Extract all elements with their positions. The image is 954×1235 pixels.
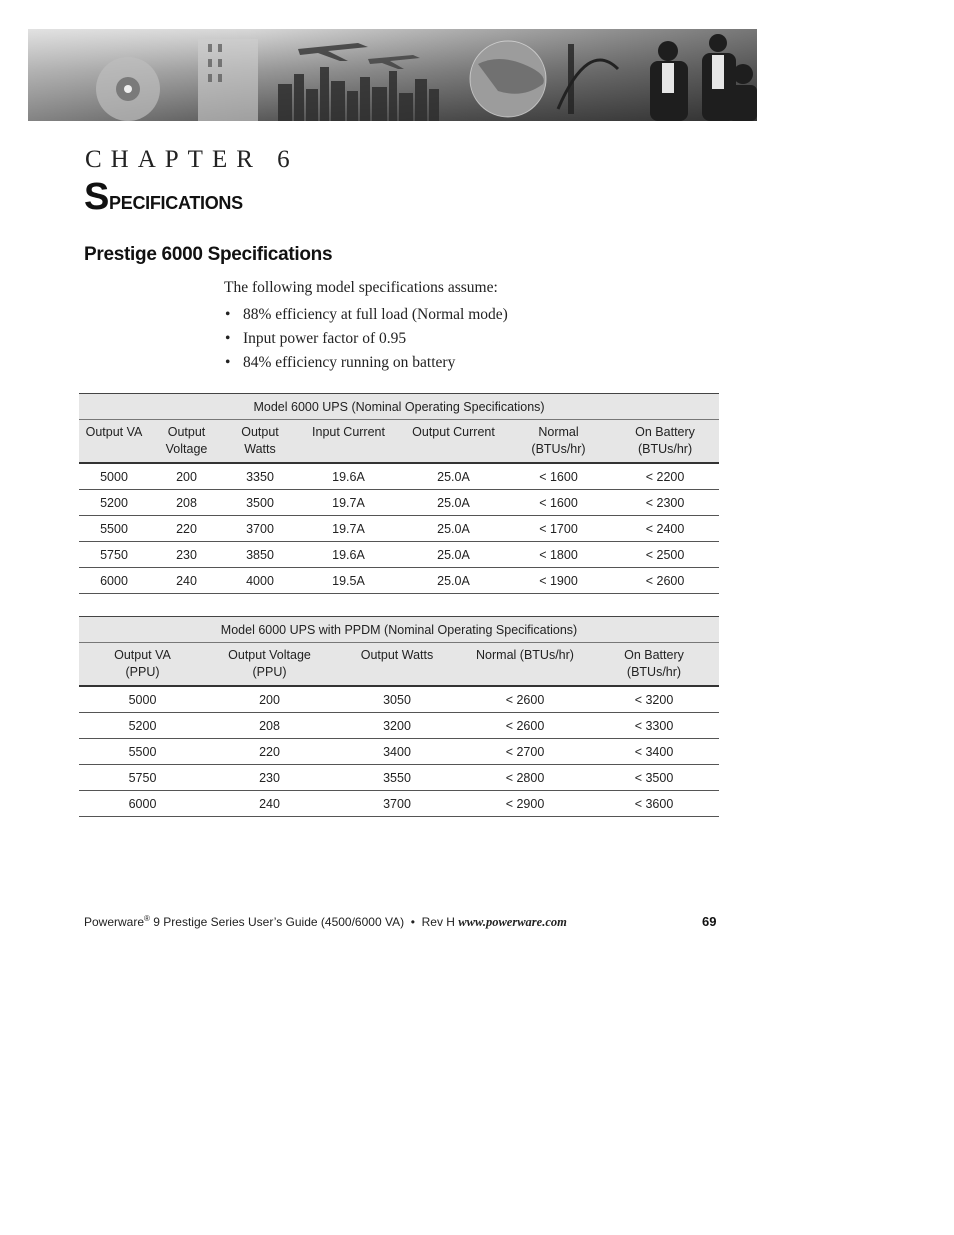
column-header: Output Watts [333,643,461,687]
cell: 19.6A [296,463,401,490]
cell: 19.7A [296,516,401,542]
cell: 200 [206,686,333,713]
table-row [79,542,719,568]
cell: 5000 [79,463,149,490]
cell: 25.0A [401,542,506,568]
header-banner-image [28,29,757,121]
table-row [79,791,719,817]
column-header: On Battery (BTUs/hr) [589,643,719,687]
cell: 200 [149,463,224,490]
table-row [79,713,719,739]
intro-text: The following model specifications assume: [224,279,498,296]
cell: 5750 [79,542,149,568]
cell: < 3400 [589,739,719,765]
cell: 5500 [79,739,206,765]
cell: 3350 [224,463,296,490]
section-title: Prestige 6000 Specifications [84,244,333,265]
cell: < 1600 [506,490,611,516]
column-header: Output Current [401,420,506,464]
cell: < 1600 [506,463,611,490]
cell: 4000 [224,568,296,594]
table-row [79,516,719,542]
cell: 19.7A [296,490,401,516]
column-header: Output VA (PPU) [79,643,206,687]
cell: 230 [149,542,224,568]
chapter-title-rest: pecifications [109,185,243,215]
table-caption: Model 6000 UPS (Nominal Operating Specifications) [79,394,719,420]
chapter-title [84,176,243,219]
cell: < 2800 [461,765,589,791]
column-header: Output Watts [224,420,296,464]
cell: < 3200 [589,686,719,713]
cell: 3200 [333,713,461,739]
cell: 3550 [333,765,461,791]
table-row [79,765,719,791]
cell: < 1700 [506,516,611,542]
page-footer [84,914,567,930]
footer-text: 9 Prestige Series User’s Guide (4500/6000 VA) • Rev H [149,915,459,929]
cell: < 3600 [589,791,719,817]
cell: 19.6A [296,542,401,568]
table-row [79,686,719,713]
cell: 220 [206,739,333,765]
spec-table-6000 [79,393,719,594]
cell: 3700 [333,791,461,817]
cell: < 2600 [611,568,719,594]
cell: 6000 [79,568,149,594]
chapter-label: CHAPTER 6 [85,146,299,173]
spec-table-6000-ppdm [79,616,719,817]
cell: < 2500 [611,542,719,568]
table-row [79,568,719,594]
table-caption: Model 6000 UPS with PPDM (Nominal Operating Specifications) [79,617,719,643]
cell: 240 [206,791,333,817]
footer-brand: Powerware [84,915,145,929]
intro-block [224,279,508,375]
footer-url: www.powerware.com [458,915,567,929]
registered-mark: ® [144,914,150,923]
table-row [79,739,719,765]
cell: 25.0A [401,463,506,490]
cell: 5750 [79,765,206,791]
table-header-row [79,643,719,687]
table-row [79,490,719,516]
cell: 5200 [79,713,206,739]
column-header: Output VA [79,420,149,464]
cell: 19.5A [296,568,401,594]
cell: 208 [149,490,224,516]
cell: < 1800 [506,542,611,568]
table-header-row [79,420,719,464]
cell: 25.0A [401,490,506,516]
column-header: Input Current [296,420,401,464]
cell: < 3300 [589,713,719,739]
cell: < 2700 [461,739,589,765]
cell: < 2600 [461,686,589,713]
cell: < 2400 [611,516,719,542]
table-row [79,463,719,490]
cell: < 2600 [461,713,589,739]
cell: 230 [206,765,333,791]
assumption-item: • 88% efficiency at full load (Normal mode) [224,303,508,327]
column-header: Normal (BTUs/hr) [506,420,611,464]
column-header: On Battery (BTUs/hr) [611,420,719,464]
cell: 220 [149,516,224,542]
cell: 25.0A [401,568,506,594]
cell: 3850 [224,542,296,568]
column-header: Normal (BTUs/hr) [461,643,589,687]
assumption-list [224,303,508,375]
cell: 6000 [79,791,206,817]
chapter-title-initial: S [84,176,110,218]
cell: < 2200 [611,463,719,490]
column-header: Output Voltage (PPU) [206,643,333,687]
column-header: Output Voltage [149,420,224,464]
cell: < 2900 [461,791,589,817]
assumption-item: • Input power factor of 0.95 [224,327,508,351]
cell: 3400 [333,739,461,765]
cell: 208 [206,713,333,739]
cell: 5200 [79,490,149,516]
cell: < 2300 [611,490,719,516]
cell: < 3500 [589,765,719,791]
cell: 25.0A [401,516,506,542]
cell: 3500 [224,490,296,516]
cell: 3700 [224,516,296,542]
assumption-item: • 84% efficiency running on battery [224,351,508,375]
cell: < 1900 [506,568,611,594]
cell: 5500 [79,516,149,542]
page-number: 69 [702,914,717,929]
cell: 240 [149,568,224,594]
banner-collage [28,29,757,121]
cell: 5000 [79,686,206,713]
cell: 3050 [333,686,461,713]
